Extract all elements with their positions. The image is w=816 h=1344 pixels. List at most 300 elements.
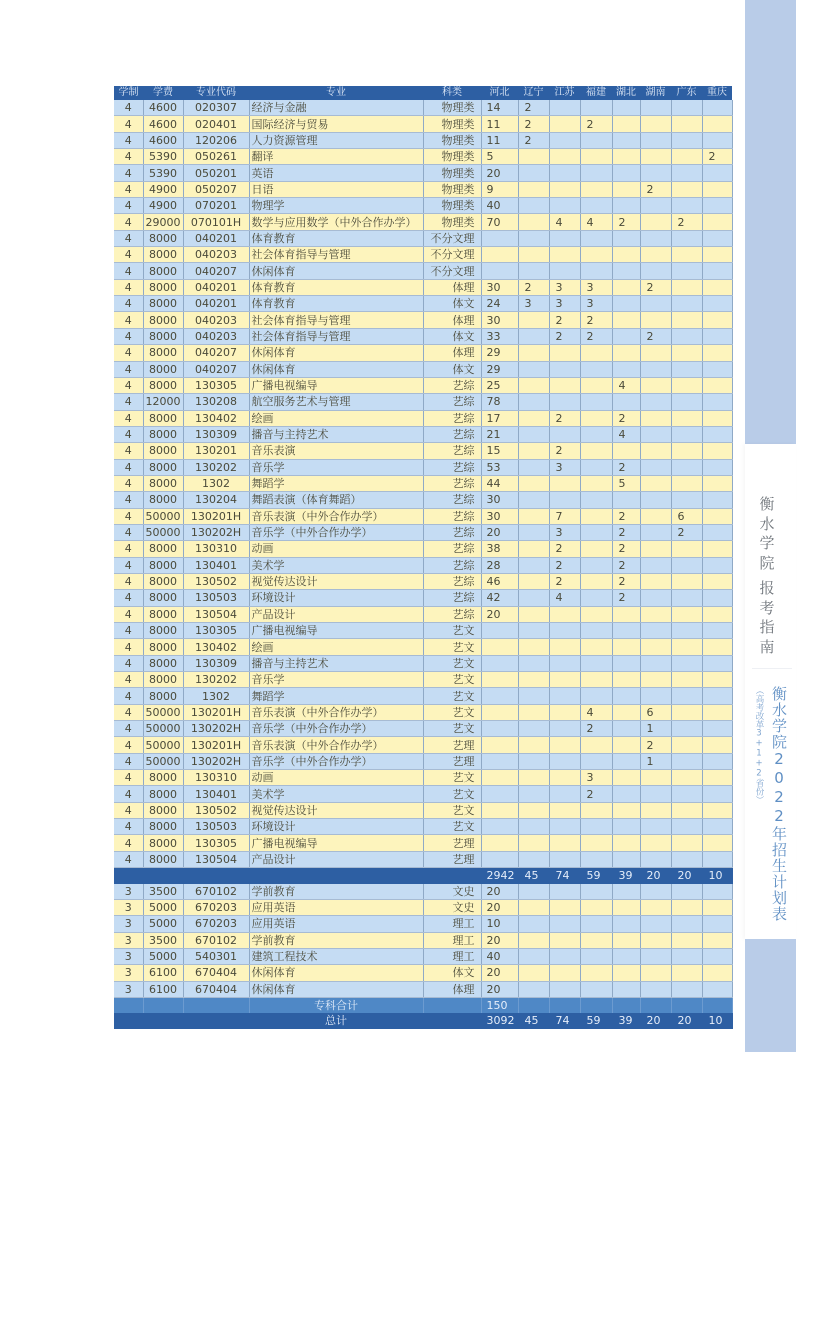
- table-cell: [518, 802, 549, 818]
- column-header: 福建: [580, 86, 612, 100]
- table-cell: 艺文: [423, 802, 481, 818]
- table-cell: [671, 981, 702, 997]
- total-value: 20: [640, 1013, 671, 1028]
- table-cell: 艺综: [423, 573, 481, 589]
- table-row: [114, 541, 732, 557]
- table-cell: [702, 426, 732, 442]
- table-cell: 46: [481, 573, 518, 589]
- table-cell: [518, 948, 549, 964]
- table-row: [114, 916, 732, 932]
- table-cell: 670203: [183, 916, 249, 932]
- table-cell: [580, 198, 612, 214]
- table-cell: 经济与金融: [249, 100, 423, 116]
- table-cell: [671, 361, 702, 377]
- table-cell: 物理类: [423, 165, 481, 181]
- table-cell: [518, 899, 549, 915]
- table-cell: 29: [481, 361, 518, 377]
- table-cell: [702, 981, 732, 997]
- table-cell: 4: [612, 426, 640, 442]
- table-cell: 5390: [143, 165, 183, 181]
- table-cell: [640, 345, 671, 361]
- guide-title-char: 学: [759, 534, 775, 552]
- table-cell: [640, 361, 671, 377]
- table-cell: 1302: [183, 688, 249, 704]
- table-cell: 120206: [183, 132, 249, 148]
- table-cell: 体文: [423, 296, 481, 312]
- table-cell: [702, 753, 732, 769]
- table-cell: [640, 623, 671, 639]
- table-cell: 理工: [423, 932, 481, 948]
- table-cell: [640, 230, 671, 246]
- guide-title-char: 指: [759, 618, 775, 636]
- table-cell: 3: [549, 524, 580, 540]
- table-cell: [518, 443, 549, 459]
- table-row: [114, 410, 732, 426]
- total-value: [640, 997, 671, 1013]
- table-cell: [640, 981, 671, 997]
- table-cell: 人力资源管理: [249, 132, 423, 148]
- table-cell: [518, 149, 549, 165]
- table-cell: [702, 247, 732, 263]
- table-cell: 4: [612, 377, 640, 393]
- table-cell: 20: [481, 524, 518, 540]
- table-cell: 8000: [143, 770, 183, 786]
- table-cell: [702, 492, 732, 508]
- table-cell: [612, 802, 640, 818]
- table-cell: 20: [481, 965, 518, 981]
- table-row: [114, 672, 732, 688]
- table-cell: [518, 672, 549, 688]
- table-cell: 4: [114, 590, 143, 606]
- total-value: 20: [671, 1013, 702, 1028]
- table-cell: 050261: [183, 149, 249, 165]
- table-cell: [640, 688, 671, 704]
- table-cell: [702, 948, 732, 964]
- table-row: [114, 753, 732, 769]
- table-cell: [580, 345, 612, 361]
- table-cell: 4: [114, 492, 143, 508]
- table-cell: [640, 198, 671, 214]
- table-cell: [518, 721, 549, 737]
- total-value: 74: [549, 1013, 580, 1028]
- table-row: [114, 590, 732, 606]
- table-cell: 4: [114, 819, 143, 835]
- table-cell: [702, 573, 732, 589]
- table-cell: [640, 884, 671, 900]
- table-cell: [671, 835, 702, 851]
- table-cell: [671, 312, 702, 328]
- table-cell: [671, 932, 702, 948]
- table-cell: [580, 508, 612, 524]
- table-cell: 2: [518, 132, 549, 148]
- table-cell: 音乐学（中外合作办学）: [249, 524, 423, 540]
- table-cell: 2: [640, 279, 671, 295]
- table-cell: [549, 753, 580, 769]
- table-cell: 艺理: [423, 835, 481, 851]
- table-cell: 2: [612, 459, 640, 475]
- table-cell: 040201: [183, 279, 249, 295]
- table-cell: [702, 688, 732, 704]
- table-cell: [143, 1013, 183, 1028]
- table-cell: [518, 165, 549, 181]
- table-cell: 2: [612, 508, 640, 524]
- table-cell: 3: [114, 981, 143, 997]
- table-cell: 25: [481, 377, 518, 393]
- table-cell: [671, 475, 702, 491]
- table-cell: 070201: [183, 198, 249, 214]
- table-cell: [640, 443, 671, 459]
- table-cell: [702, 132, 732, 148]
- table-cell: 6: [671, 508, 702, 524]
- table-cell: [612, 100, 640, 116]
- table-cell: [549, 165, 580, 181]
- total-value: 20: [640, 868, 671, 884]
- table-cell: [640, 116, 671, 132]
- table-cell: [702, 443, 732, 459]
- table-row: [114, 394, 732, 410]
- table-cell: 130309: [183, 426, 249, 442]
- table-cell: 8000: [143, 459, 183, 475]
- table-cell: 艺综: [423, 377, 481, 393]
- table-cell: 艺综: [423, 426, 481, 442]
- table-cell: [518, 328, 549, 344]
- table-cell: [702, 475, 732, 491]
- table-cell: 不分文理: [423, 247, 481, 263]
- table-cell: 130202: [183, 672, 249, 688]
- table-row: [114, 639, 732, 655]
- table-cell: 8000: [143, 361, 183, 377]
- table-cell: 舞蹈学: [249, 688, 423, 704]
- table-cell: 4: [114, 835, 143, 851]
- table-cell: 30: [481, 492, 518, 508]
- table-cell: [580, 916, 612, 932]
- table-cell: 3: [580, 770, 612, 786]
- table-cell: 休闲体育: [249, 361, 423, 377]
- table-cell: [612, 965, 640, 981]
- table-cell: 艺文: [423, 721, 481, 737]
- table-cell: 8000: [143, 377, 183, 393]
- table-cell: [423, 868, 481, 884]
- table-cell: [549, 721, 580, 737]
- table-cell: 环境设计: [249, 590, 423, 606]
- table-cell: 8000: [143, 655, 183, 671]
- table-cell: 艺综: [423, 394, 481, 410]
- table-cell: [114, 1013, 143, 1028]
- table-cell: [640, 606, 671, 622]
- table-cell: [702, 704, 732, 720]
- table-cell: 050207: [183, 181, 249, 197]
- table-cell: 3: [114, 932, 143, 948]
- table-cell: 4: [114, 770, 143, 786]
- table-cell: 3: [549, 459, 580, 475]
- table-cell: [640, 459, 671, 475]
- table-cell: 艺文: [423, 688, 481, 704]
- table-row: [114, 508, 732, 524]
- total-value: [580, 997, 612, 1013]
- table-cell: 休闲体育: [249, 981, 423, 997]
- table-cell: [612, 672, 640, 688]
- table-cell: 8000: [143, 230, 183, 246]
- total-value: 59: [580, 868, 612, 884]
- table-cell: 物理类: [423, 214, 481, 230]
- table-cell: [671, 786, 702, 802]
- table-cell: [481, 786, 518, 802]
- table-cell: 2: [640, 737, 671, 753]
- table-cell: [612, 770, 640, 786]
- table-cell: 8000: [143, 475, 183, 491]
- table-row: [114, 475, 732, 491]
- table-cell: [549, 786, 580, 802]
- table-cell: 33: [481, 328, 518, 344]
- table-cell: [671, 916, 702, 932]
- table-cell: [702, 377, 732, 393]
- table-cell: 4: [114, 459, 143, 475]
- table-cell: 130309: [183, 655, 249, 671]
- table-cell: 4: [114, 655, 143, 671]
- total-label: 总计: [249, 1013, 423, 1028]
- table-cell: [518, 688, 549, 704]
- table-cell: [549, 981, 580, 997]
- table-cell: 建筑工程技术: [249, 948, 423, 964]
- table-cell: 21: [481, 426, 518, 442]
- total-value: 74: [549, 868, 580, 884]
- total-value: [702, 997, 732, 1013]
- table-cell: [671, 802, 702, 818]
- table-row: [114, 981, 732, 997]
- table-cell: 2: [549, 410, 580, 426]
- table-cell: 体理: [423, 981, 481, 997]
- table-cell: 4: [114, 279, 143, 295]
- table-cell: 30: [481, 508, 518, 524]
- table-cell: 040203: [183, 312, 249, 328]
- table-cell: [549, 492, 580, 508]
- table-cell: 020307: [183, 100, 249, 116]
- table-cell: [640, 851, 671, 867]
- table-cell: 4: [114, 737, 143, 753]
- table-cell: 7: [549, 508, 580, 524]
- table-cell: 130402: [183, 639, 249, 655]
- table-cell: [612, 328, 640, 344]
- table-cell: [702, 410, 732, 426]
- table-cell: [640, 802, 671, 818]
- table-cell: [612, 721, 640, 737]
- column-header: 学费: [143, 86, 183, 100]
- table-cell: [702, 524, 732, 540]
- table-cell: [481, 623, 518, 639]
- table-cell: [702, 328, 732, 344]
- table-cell: [671, 851, 702, 867]
- table-cell: [702, 312, 732, 328]
- table-cell: 130401: [183, 557, 249, 573]
- table-cell: [702, 819, 732, 835]
- table-row: [114, 573, 732, 589]
- table-cell: [549, 688, 580, 704]
- table-cell: [702, 965, 732, 981]
- total-value: 59: [580, 1013, 612, 1028]
- table-cell: 4: [114, 524, 143, 540]
- table-cell: 应用英语: [249, 899, 423, 915]
- table-cell: [549, 884, 580, 900]
- table-row: [114, 443, 732, 459]
- table-cell: [640, 165, 671, 181]
- table-cell: [612, 639, 640, 655]
- table-cell: [549, 965, 580, 981]
- table-cell: [580, 377, 612, 393]
- table-cell: [671, 230, 702, 246]
- table-cell: [549, 899, 580, 915]
- table-cell: 670404: [183, 981, 249, 997]
- table-cell: [702, 508, 732, 524]
- total-value: 20: [671, 868, 702, 884]
- table-cell: 4: [114, 181, 143, 197]
- table-row: [114, 721, 732, 737]
- table-cell: [580, 981, 612, 997]
- table-cell: 4: [114, 132, 143, 148]
- table-cell: [640, 541, 671, 557]
- table-cell: 670203: [183, 899, 249, 915]
- table-cell: 国际经济与贸易: [249, 116, 423, 132]
- table-cell: [580, 475, 612, 491]
- table-cell: 不分文理: [423, 230, 481, 246]
- table-cell: [481, 802, 518, 818]
- table-cell: 38: [481, 541, 518, 557]
- table-cell: 20: [481, 932, 518, 948]
- table-row: [114, 948, 732, 964]
- table-cell: 物理类: [423, 100, 481, 116]
- table-cell: [671, 198, 702, 214]
- table-cell: [481, 704, 518, 720]
- table-cell: [702, 590, 732, 606]
- table-cell: 15: [481, 443, 518, 459]
- table-row: [114, 149, 732, 165]
- table-cell: 2: [518, 100, 549, 116]
- table-cell: [702, 459, 732, 475]
- table-cell: [612, 263, 640, 279]
- table-cell: [481, 639, 518, 655]
- table-cell: 4: [114, 214, 143, 230]
- table-cell: [640, 639, 671, 655]
- table-cell: [702, 932, 732, 948]
- table-cell: 78: [481, 394, 518, 410]
- table-cell: 2: [580, 721, 612, 737]
- table-cell: [702, 165, 732, 181]
- table-cell: 2: [549, 443, 580, 459]
- table-cell: [612, 899, 640, 915]
- table-cell: 4: [114, 672, 143, 688]
- table-cell: [640, 394, 671, 410]
- total-value: 150: [481, 997, 518, 1013]
- table-cell: 130402: [183, 410, 249, 426]
- plan-subtitle: （高考改革3+1+2省份）: [754, 686, 764, 804]
- table-cell: 4900: [143, 198, 183, 214]
- table-cell: [114, 868, 143, 884]
- table-cell: [549, 770, 580, 786]
- table-cell: 17: [481, 410, 518, 426]
- table-cell: [580, 443, 612, 459]
- table-cell: [481, 819, 518, 835]
- table-cell: 40: [481, 948, 518, 964]
- table-cell: 50000: [143, 704, 183, 720]
- table-cell: [671, 819, 702, 835]
- table-cell: 540301: [183, 948, 249, 964]
- table-cell: [518, 590, 549, 606]
- table-cell: [580, 459, 612, 475]
- table-cell: 130504: [183, 606, 249, 622]
- table-cell: [549, 932, 580, 948]
- table-cell: 50000: [143, 508, 183, 524]
- table-cell: [549, 704, 580, 720]
- table-cell: 舞蹈表演（体育舞蹈）: [249, 492, 423, 508]
- table-cell: 美术学: [249, 786, 423, 802]
- table-cell: [518, 835, 549, 851]
- table-row: [114, 770, 732, 786]
- table-cell: 40: [481, 198, 518, 214]
- table-cell: [640, 948, 671, 964]
- table-cell: 4: [114, 377, 143, 393]
- table-cell: [481, 770, 518, 786]
- table-cell: 艺文: [423, 672, 481, 688]
- table-cell: [518, 639, 549, 655]
- table-cell: 130502: [183, 802, 249, 818]
- table-cell: [612, 851, 640, 867]
- table-cell: 4: [114, 557, 143, 573]
- table-cell: [640, 916, 671, 932]
- table-row: [114, 524, 732, 540]
- table-cell: [702, 672, 732, 688]
- table-cell: 4: [114, 345, 143, 361]
- table-cell: 4: [114, 753, 143, 769]
- table-cell: [580, 835, 612, 851]
- total-value: 45: [518, 868, 549, 884]
- table-row: [114, 230, 732, 246]
- table-cell: [671, 655, 702, 671]
- table-cell: 1: [640, 721, 671, 737]
- table-cell: 文史: [423, 899, 481, 915]
- table-cell: 翻译: [249, 149, 423, 165]
- table-cell: 4: [114, 296, 143, 312]
- table-cell: [671, 639, 702, 655]
- table-cell: [549, 116, 580, 132]
- table-cell: 8000: [143, 345, 183, 361]
- table-cell: [640, 247, 671, 263]
- table-cell: 2: [518, 116, 549, 132]
- table-cell: 130202: [183, 459, 249, 475]
- table-cell: [640, 573, 671, 589]
- table-cell: 4: [114, 688, 143, 704]
- table-cell: 9: [481, 181, 518, 197]
- table-cell: [518, 247, 549, 263]
- table-cell: 130305: [183, 377, 249, 393]
- table-cell: 音乐表演（中外合作办学）: [249, 508, 423, 524]
- table-cell: [671, 328, 702, 344]
- table-cell: [612, 492, 640, 508]
- table-cell: 3: [518, 296, 549, 312]
- table-cell: 4: [114, 149, 143, 165]
- table-cell: [518, 916, 549, 932]
- table-cell: [640, 672, 671, 688]
- table-cell: 8000: [143, 279, 183, 295]
- table-cell: 130310: [183, 541, 249, 557]
- total-label: 专科合计: [249, 997, 423, 1013]
- table-cell: [580, 965, 612, 981]
- table-cell: 音乐学（中外合作办学）: [249, 753, 423, 769]
- table-row: [114, 932, 732, 948]
- table-cell: 4600: [143, 100, 183, 116]
- table-cell: 2: [549, 541, 580, 557]
- table-cell: 社会体育指导与管理: [249, 312, 423, 328]
- table-cell: [518, 524, 549, 540]
- table-row: [114, 688, 732, 704]
